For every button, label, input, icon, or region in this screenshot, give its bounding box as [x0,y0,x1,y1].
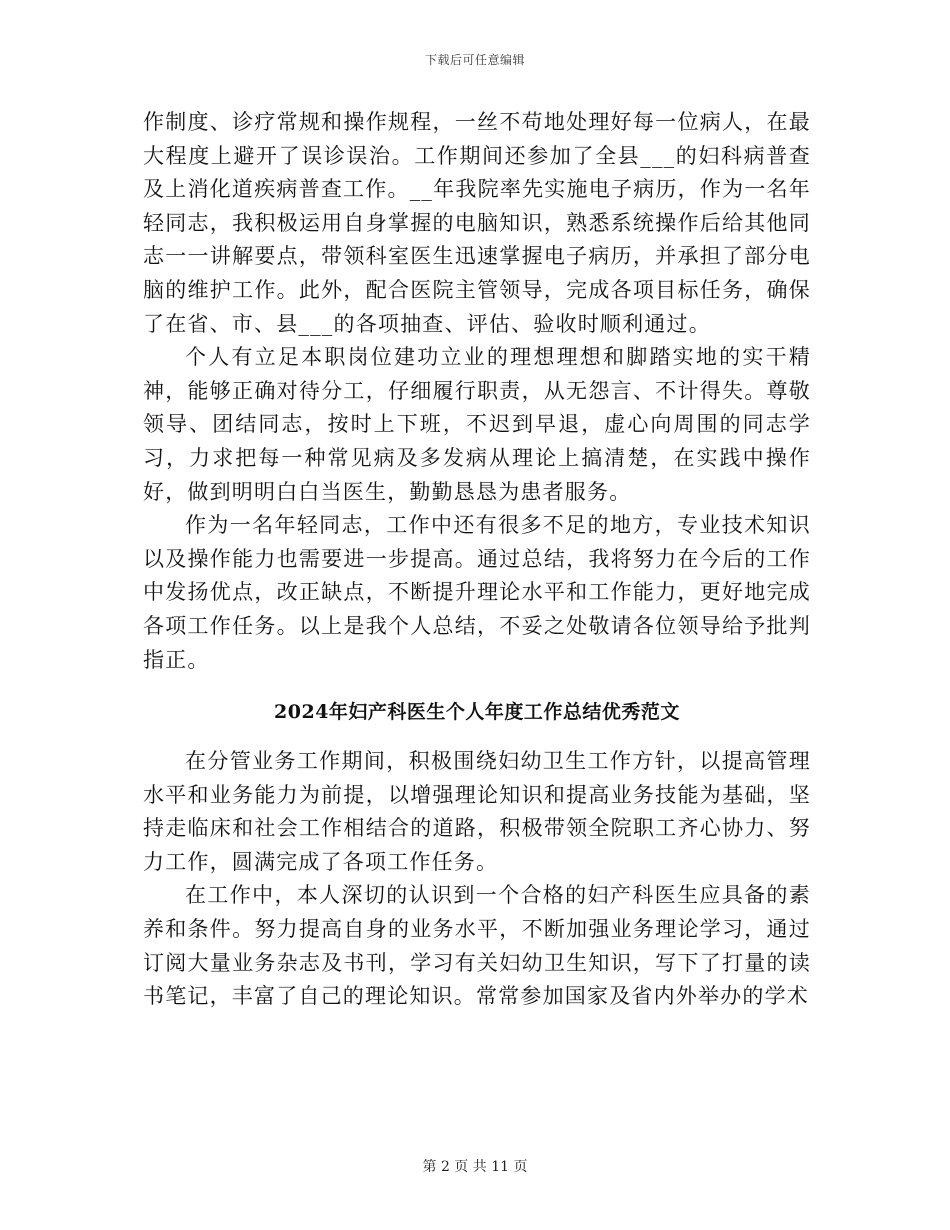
page-footer: 第 2 页 共 11 页 [422,1159,528,1175]
paragraph-shortcomings: 作为一名年轻同志，工作中还有很多不足的地方，专业技术知识以及操作能力也需要进一步提高。通过总结，我将努力在今后的工作中发扬优点，改正缺点，不断提升理论水平和工作能力，更好地完成各项工作任务。以上是我个人总结，不妥之处敬请各位领导给予批判指正。 [143,513,811,672]
paragraph-study: 在工作中，本人深切的认识到一个合格的妇产科医生应具备的素养和条件。努力提高自身的业务水平，不断加强业务理论学习，通过订阅大量业务杂志及书刊，学习有关妇幼卫生知识，写下了打量的读书笔记，丰富了自己的理论知识。常常参加国家及省内外举办的学术 [143,883,811,1009]
document-body [143,106,811,1014]
paragraph-personal-attitude: 个人有立足本职岗位建功立业的理想理想和脚踏实地的实干精神，能够正确对待分工，仔细履行职责，从无怨言、不计得失。尊敬领导、团结同志，按时上下班，不迟到早退，虚心向周围的同志学习，力求把每一种常见病及多发病从理论上搞清楚，在实践中操作好，做到明明白白当医生，勤勤恳恳为患者服务。 [143,345,811,504]
section-title: 2024年妇产科医生个人年度工作总结优秀范文 [274,701,680,724]
paragraph-continuation: 作制度、诊疗常规和操作规程，一丝不苟地处理好每一位病人，在最大程度上避开了误诊误治。工作期间还参加了全县___的妇科病普查及上消化道疾病普查工作。__年我院率先实施电子病历，作为一名年轻同志，我积极运用自身掌握的电脑知识，熟悉系统操作后给其他同志一一讲解要点，带领科室医生迅速掌握电子病历，并承担了部分电脑的维护工作。此外，配合医院主管领导，完成各项目标任务，确保了在省、市、县___的各项抽查、评估、验收时顺利通过。 [143,110,811,336]
page-header: 下载后可任意编辑 [424,53,525,67]
paragraph-management-work: 在分管业务工作期间，积极围绕妇幼卫生工作方针，以提高管理水平和业务能力为前提，以增强理论知识和提高业务技能为基础，坚持走临床和社会工作相结合的道路，积极带领全院职工齐心协力、努力工作，圆满完成了各项工作任务。 [143,749,811,874]
